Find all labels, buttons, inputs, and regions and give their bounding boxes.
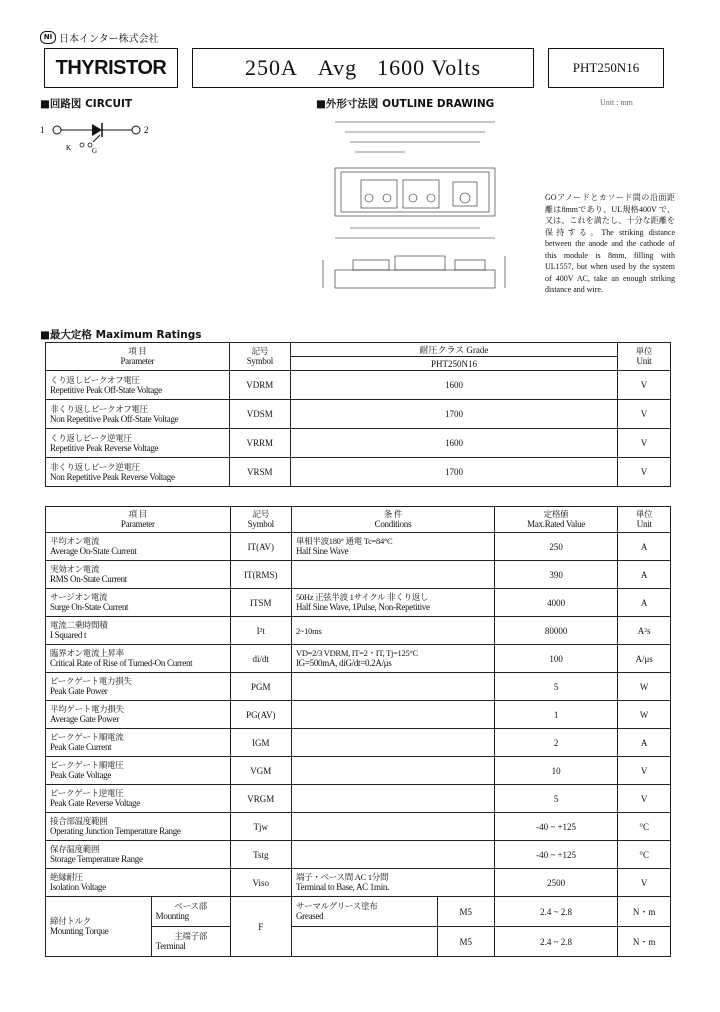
torque-row-mounting [46, 897, 671, 927]
pin-2-terminal [132, 126, 140, 134]
mt-header-cond-jp: 条 件 [383, 509, 403, 519]
company-name: 日本インター株式会社 [59, 34, 159, 45]
terminal-block-1 [361, 180, 397, 208]
vt-row [46, 429, 671, 458]
mt-row-value: 4000 [494, 589, 618, 617]
outline-note: GOアノードとカソード間の沿面距離は8mmであり、UL規格400V で、又は、これを満たし、十分な距離を保持する。The striking distance between the anode and the cathode of this module is 8mm, filling with UL1557, but when used by the system of 400V AC, take an enough striking distance and wire. [545, 193, 675, 294]
mt-row-value: 100 [494, 645, 618, 673]
vt-body [46, 371, 671, 487]
mt-row-symbol: IT(AV) [230, 533, 291, 561]
torque-sub-mounting [151, 897, 230, 927]
mt-row-symbol: PG(AV) [230, 701, 291, 729]
mt-header-param-en: Parameter [120, 519, 155, 529]
mt-header-cond-en: Conditions [374, 519, 412, 529]
vt-row [46, 458, 671, 487]
mt-row-conditions [291, 701, 494, 729]
mt-row-param-jp: 実効オン電流 [50, 564, 100, 574]
mt-row [46, 561, 671, 589]
mt-row-conditions [291, 869, 494, 897]
mt-row-conditions [291, 645, 494, 673]
vt-row-value: 1700 [290, 458, 617, 487]
vt-row-symbol: VRSM [229, 458, 290, 487]
mt-row-parameter [46, 589, 231, 617]
mt-row-cond-1: 50Hz 正弦半波 1サイクル 非くり返し [295, 592, 429, 602]
mt-row-param-jp: ピークゲート順電圧 [50, 760, 124, 770]
pin-1-terminal [53, 126, 61, 134]
vt-header-unit-jp: 単位 [635, 346, 653, 356]
mt-row-param-jp: 保存温度範囲 [50, 844, 100, 854]
vt-row-param-en: Repetitive Peak Reverse Voltage [50, 442, 159, 453]
pin-2-label: 2 [144, 125, 149, 135]
module-side-terminal-1 [353, 260, 389, 270]
mt-row-param-jp: 平均ゲート電力損失 [50, 704, 124, 714]
pin-k-label: K [66, 144, 72, 152]
torque-v1: 2.4 ~ 2.8 [494, 897, 618, 927]
mt-header-value-jp: 定格値 [543, 509, 569, 519]
company-logo [40, 30, 159, 45]
gate-lead [93, 135, 100, 142]
mt-row-cond-2: IG=500mA, diG/dt=0.2A/μs [295, 658, 392, 668]
mt-row-symbol: di/dt [230, 645, 291, 673]
mt-header-unit [618, 507, 671, 533]
pin-k-terminal [80, 143, 84, 147]
company-mark: NI [40, 31, 56, 44]
torque-v2: 2.4 ~ 2.8 [494, 927, 618, 957]
vt-header-parameter [46, 343, 230, 371]
mt-row [46, 841, 671, 869]
mt-row-conditions [291, 617, 494, 645]
torque-sub1-en: Mounting [155, 911, 189, 921]
torque-u1: N・m [618, 897, 671, 927]
mt-row-conditions [291, 533, 494, 561]
mt-row-unit: W [618, 673, 671, 701]
mt-row [46, 813, 671, 841]
mt-row-cond-2: Half Sine Wave, 1Pulse, Non-Repetitive [295, 602, 430, 612]
rating-avg: Avg [317, 55, 358, 80]
mt-row-value: 5 [494, 785, 618, 813]
torque-m1: M5 [437, 897, 494, 927]
vt-row-value: 1600 [290, 429, 617, 458]
circuit-title: ■回路図 CIRCUIT [40, 98, 133, 110]
mt-row-param-jp: 絶縁耐圧 [50, 872, 83, 882]
module-side-terminal-3 [455, 260, 485, 270]
mt-row-symbol: I²t [230, 617, 291, 645]
mt-row-unit: A [618, 729, 671, 757]
vt-row-symbol: VDRM [229, 371, 290, 400]
mt-row-conditions [291, 757, 494, 785]
pin-g-label: G [92, 147, 98, 155]
mt-row-unit: V [618, 869, 671, 897]
torque-sub2-en: Terminal [155, 941, 186, 951]
vt-row-value: 1700 [290, 400, 617, 429]
mt-row [46, 617, 671, 645]
mt-header-symbol-en: Symbol [247, 519, 274, 529]
mt-row-param-jp: サージオン電流 [50, 592, 108, 602]
mt-row-symbol: VRGM [230, 785, 291, 813]
vt-header-symbol-en: Symbol [246, 356, 273, 366]
mt-row-param-en: Peak Gate Current [50, 742, 112, 752]
torque-symbol: F [230, 897, 291, 957]
mt-header-value [494, 507, 618, 533]
mt-row-param-en: Critical Rate of Rise of Turned-On Current [50, 658, 193, 668]
device-rating [192, 48, 534, 88]
torque-param-en: Mounting Torque [50, 926, 109, 936]
mount-hole [460, 193, 470, 203]
mt-row-value: 2 [494, 729, 618, 757]
mt-row-parameter [46, 673, 231, 701]
mt-row-parameter [46, 645, 231, 673]
mt-header-param-jp: 項 目 [128, 509, 147, 519]
mt-row-cond-2: Half Sine Wave [295, 546, 349, 556]
vt-header-grade: 耐圧クラス Grade [290, 343, 617, 357]
torque-m2: M5 [437, 927, 494, 957]
rating-current: 250A [244, 55, 298, 80]
torque-param-jp: 締付トルク [50, 916, 91, 926]
torque-parameter [46, 897, 152, 957]
vt-row-unit: V [617, 400, 670, 429]
vt-row-param-jp: くり返しピーク逆電圧 [50, 432, 132, 443]
mt-row-symbol: Tstg [230, 841, 291, 869]
mt-row-conditions [291, 673, 494, 701]
mt-row-symbol: PGM [230, 673, 291, 701]
mt-row-value: 250 [494, 533, 618, 561]
vt-row [46, 400, 671, 429]
screw-1 [365, 194, 373, 202]
mt-header-unit-jp: 単位 [635, 509, 653, 519]
mt-row-value: 390 [494, 561, 618, 589]
vt-row-param-jp: 非くり返しピーク逆電圧 [50, 461, 140, 472]
screw-2 [383, 194, 391, 202]
mt-header-symbol [230, 507, 291, 533]
mt-row-param-en: Peak Gate Power [50, 686, 108, 696]
mt-row-unit: A/μs [618, 645, 671, 673]
mt-row-parameter [46, 701, 231, 729]
mt-row-unit: °C [618, 813, 671, 841]
torque-sub-terminal [151, 927, 230, 957]
mt-row-parameter [46, 785, 231, 813]
thyristor-symbol [92, 124, 102, 136]
mt-row-conditions [291, 785, 494, 813]
torque-sub2-jp: 主端子部 [174, 931, 208, 941]
terminal-block-3 [453, 182, 477, 206]
mt-row-unit: A [618, 561, 671, 589]
torque-u2: N・m [618, 927, 671, 957]
mt-row-param-en: Isolation Voltage [50, 882, 106, 892]
mt-row-value: 1 [494, 701, 618, 729]
mt-row-unit: °C [618, 841, 671, 869]
mt-row-value: -40 ~ +125 [494, 813, 618, 841]
vt-row-parameter [46, 400, 230, 429]
mt-header-conditions [291, 507, 494, 533]
vt-row-param-en: Repetitive Peak Off-State Voltage [50, 384, 162, 395]
mt-row [46, 533, 671, 561]
mt-row-unit: A [618, 533, 671, 561]
vt-row-unit: V [617, 458, 670, 487]
mt-row-param-en: Average On-State Current [50, 546, 137, 556]
mt-row-cond-1: 端子・ベース間 AC 1分間 [295, 872, 389, 882]
vt-row-parameter [46, 458, 230, 487]
vt-row-unit: V [617, 371, 670, 400]
mt-row-conditions [291, 841, 494, 869]
vt-header-unit [617, 343, 670, 371]
mt-row-value: 2500 [494, 869, 618, 897]
device-type: THYRISTOR [44, 48, 178, 88]
mt-row-conditions [291, 729, 494, 757]
main-ratings-table [45, 506, 671, 957]
mt-row-symbol: Tjw [230, 813, 291, 841]
mt-row-parameter [46, 729, 231, 757]
mt-row-param-jp: ピークゲート電力損失 [50, 676, 132, 686]
mt-row-param-en: RMS On-State Current [50, 574, 127, 584]
max-ratings-title: ■最大定格 Maximum Ratings [40, 329, 202, 341]
mt-row-param-en: Storage Temperature Range [50, 854, 143, 864]
screw-3 [409, 194, 417, 202]
mt-row-parameter [46, 617, 231, 645]
mt-row-param-en: Average Gate Power [50, 714, 119, 724]
vt-row-param-en: Non Repetitive Peak Reverse Voltage [50, 471, 175, 482]
mt-row-parameter [46, 813, 231, 841]
torque-terminal-empty [291, 927, 437, 957]
vt-row-parameter [46, 371, 230, 400]
mt-row-param-en: Operating Junction Temperature Range [50, 826, 181, 836]
terminal-block-2 [403, 180, 439, 208]
mt-header-symbol-jp: 記号 [252, 509, 269, 519]
mt-row-param-en: Peak Gate Voltage [50, 770, 112, 780]
mt-body [46, 533, 671, 897]
module-side-base [335, 270, 495, 288]
mt-row-param-en: I Squared t [50, 630, 87, 640]
mt-row-parameter [46, 869, 231, 897]
mt-row-conditions [291, 589, 494, 617]
torque-grease-en: Greased [295, 911, 324, 921]
mt-row-parameter [46, 533, 231, 561]
mt-row-value: 5 [494, 673, 618, 701]
mt-row-symbol: IT(RMS) [230, 561, 291, 589]
vt-row-unit: V [617, 429, 670, 458]
mt-row-parameter [46, 841, 231, 869]
outline-units: Unit : mm [600, 98, 633, 107]
mt-row-parameter [46, 757, 231, 785]
vt-header-part: PHT250N16 [290, 357, 617, 371]
mt-row-param-jp: ピークゲート逆電圧 [50, 788, 124, 798]
mt-row [46, 673, 671, 701]
mt-row-conditions [291, 813, 494, 841]
mt-row-param-jp: ピークゲート順電流 [50, 732, 124, 742]
rating-voltage: 1600 Volts [377, 55, 482, 80]
mt-row [46, 757, 671, 785]
vt-row-symbol: VRRM [229, 429, 290, 458]
vt-header-param-jp: 項 目 [128, 346, 147, 356]
mt-row-value: 10 [494, 757, 618, 785]
vt-row-param-en: Non Repetitive Peak Off-State Voltage [50, 413, 179, 424]
circuit-diagram [38, 115, 158, 155]
torque-grease [291, 897, 437, 927]
mt-row-unit: A²s [618, 617, 671, 645]
mt-row-symbol: Viso [230, 869, 291, 897]
mt-row [46, 645, 671, 673]
vt-header-symbol [229, 343, 290, 371]
vt-row-param-jp: くり返しピークオフ電圧 [50, 374, 140, 385]
vt-row-value: 1600 [290, 371, 617, 400]
mt-row-cond-1: 2~10ms [295, 625, 322, 636]
outline-title: ■外形寸法図 OUTLINE DRAWING [316, 98, 495, 110]
part-number: PHT250N16 [548, 48, 664, 88]
mt-row-param-jp: 接合部温度範囲 [50, 816, 108, 826]
module-body-top [335, 168, 495, 216]
mt-row-cond-1: 単相半波180° 通電 Tc=84°C [295, 536, 393, 546]
vt-row-symbol: VDSM [229, 400, 290, 429]
mt-row [46, 729, 671, 757]
torque-sub1-jp: ベース部 [174, 901, 207, 911]
mt-header-unit-en: Unit [636, 519, 652, 529]
title-header [44, 48, 670, 88]
mt-row-param-jp: 電流二乗時間積 [50, 620, 108, 630]
mt-row-parameter [46, 561, 231, 589]
mt-row-value: -40 ~ +125 [494, 841, 618, 869]
vt-header-param-en: Parameter [120, 356, 155, 366]
mt-row-param-en: Surge On-State Current [50, 602, 129, 612]
mt-row-symbol: ITSM [230, 589, 291, 617]
mt-header-value-en: Max.Rated Value [527, 519, 585, 529]
mt-row-param-jp: 平均オン電流 [50, 536, 100, 546]
mt-row-param-en: Peak Gate Reverse Voltage [50, 798, 140, 808]
voltage-ratings-table [45, 342, 671, 487]
mt-row-symbol: VGM [230, 757, 291, 785]
outline-drawing [305, 110, 535, 310]
mt-row-unit: V [618, 757, 671, 785]
mt-row [46, 701, 671, 729]
mt-row-cond-1: VD=2/3 VDRM, IT=2・IT, Tj=125°C [295, 648, 418, 658]
screw-4 [427, 194, 435, 202]
torque-grease-jp: サーマルグリース塗布 [295, 901, 378, 911]
mt-row [46, 785, 671, 813]
mt-row [46, 869, 671, 897]
mt-row [46, 589, 671, 617]
vt-row-parameter [46, 429, 230, 458]
vt-row-param-jp: 非くり返しピークオフ電圧 [50, 403, 148, 414]
mt-row-value: 80000 [494, 617, 618, 645]
vt-row [46, 371, 671, 400]
mt-row-unit: V [618, 785, 671, 813]
mt-row-unit: A [618, 589, 671, 617]
mt-row-symbol: IGM [230, 729, 291, 757]
mt-row-param-jp: 臨界オン電流上昇率 [50, 648, 124, 658]
vt-header-unit-en: Unit [636, 356, 652, 366]
module-side-terminal-2 [395, 256, 445, 270]
mt-row-unit: W [618, 701, 671, 729]
mt-row-cond-2: Terminal to Base, AC 1min. [295, 882, 390, 892]
vt-header-symbol-jp: 記号 [251, 346, 269, 356]
pin-1-label: 1 [40, 125, 45, 135]
mt-header-parameter [46, 507, 231, 533]
mt-row-conditions [291, 561, 494, 589]
